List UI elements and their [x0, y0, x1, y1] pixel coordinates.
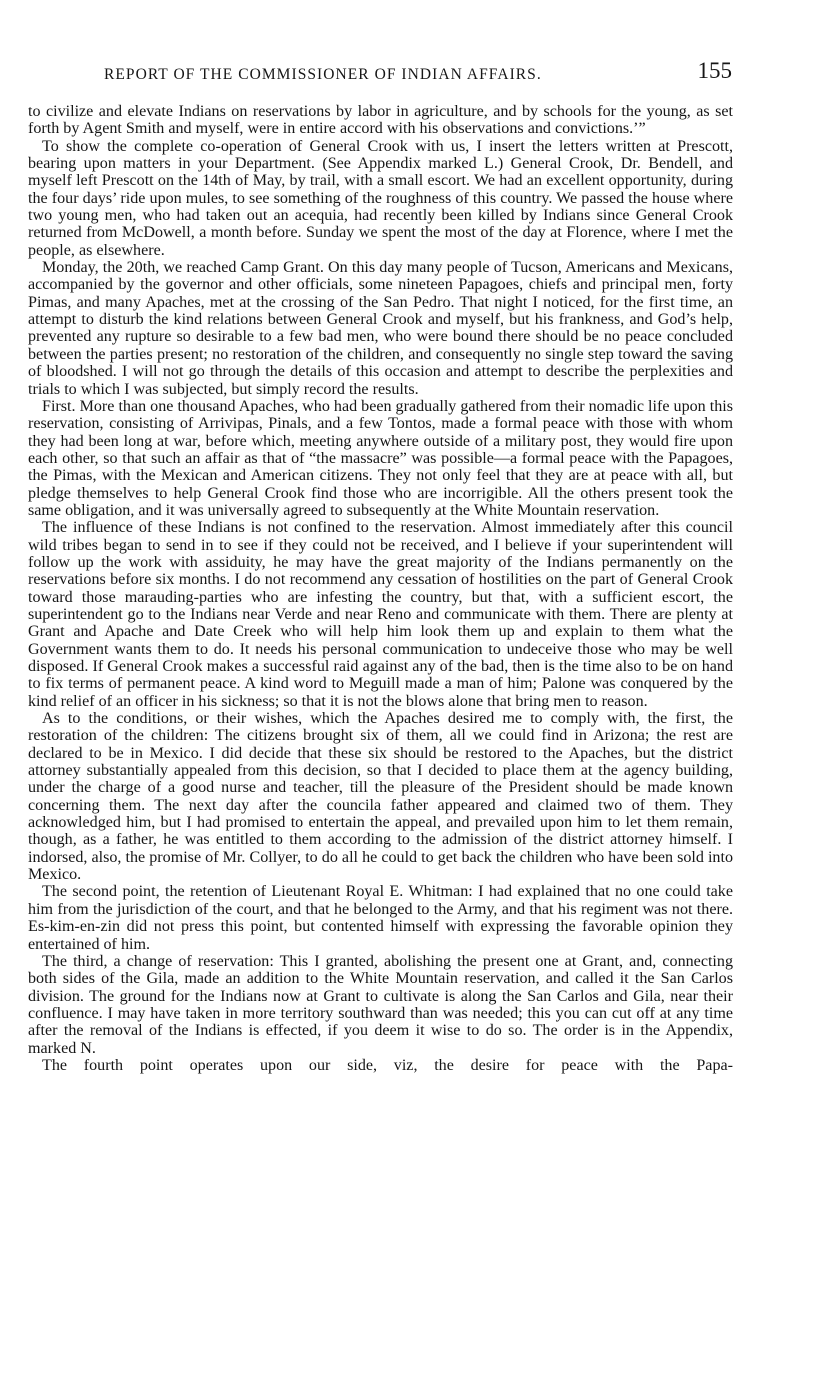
paragraph-camp-grant: Monday, the 20th, we reached Camp Grant. On this day many people of Tucson, Americans and Mexicans, accompanied by the governor and other officials, some nineteen Papagoes, chiefs and principal men, forty Pimas, and many Apaches, met at the crossing of the San Pedro. That night I noticed, for the first time, an attempt to disturb the kind relations between General Crook and myself, but his frankness, and God’s help, prevented any rupture so desirable to a few bad men, who were bound there should be no peace concluded between the parties present; no restoration of the children, and consequently no single step toward the saving of bloodshed. I will not go through the details of this occasion and attempt to describe the perplexities and trials to which I was subjected, but simply record the results. [28, 259, 733, 398]
paragraph-second-point: The second point, the retention of Lieutenant Royal E. Whitman: I had explained that no one could take him from the jurisdiction of the court, and that he belonged to the Army, and that his regiment was not there. Es-kim-en-zin did not press this point, but contented himself with expressing the favorable opinion they entertained of him. [28, 883, 733, 953]
paragraph-third-point: The third, a change of reservation: This I granted, abolishing the present one at Grant, and, connecting both sides of the Gila, made an addition to the White Mountain reservation, and called it the San Carlos division. The ground for the Indians now at Grant to cultivate is along the San Carlos and Gila, near their confluence. I may have taken in more territory southward than was needed; this you can cut off at any time after the removal of the Indians is effected, if you deem it wise to do so. The order is in the Appendix, marked N. [28, 952, 733, 1057]
page-number: 155 [697, 58, 732, 83]
paragraph-children-restoration: As to the conditions, or their wishes, which the Apaches desired me to comply with, the first, the restoration of the children: The citizens brought six of them, all we could find in Arizona; the rest are declared to be in Mexico. I did decide that these six should be restored to the Apaches, but the district attorney substantially appealed from this decision, so that I decided to place them at the agency building, under the charge of a good nurse and teacher, till the pleasure of the President should be made known concerning them. The next day after the councila father appeared and claimed two of them. They acknowledged him, but I had promised to entertain the appeal, and prevailed upon him to let them remain, though, as a father, he was entitled to them according to the admission of the district attorney himself. I indorsed, also, the promise of Mr. Collyer, to do all he could to get back the children who have been sold into Mexico. [28, 710, 733, 884]
running-title: REPORT OF THE COMMISSIONER OF INDIAN AFFAIRS. [104, 66, 542, 83]
paragraph-fourth-point: The fourth point operates upon our side, viz, the desire for peace with the Papa- [42, 1056, 733, 1074]
paragraph-influence: The influence of these Indians is not confined to the reservation. Almost immediately after this council wild tribes began to send in to see if they could not be received, and I believe if your superintendent will follow up the work with assiduity, he may have the great majority of the Indians permanently on the reservations before six months. I do not recommend any cessation of hostilities on the part of General Crook toward those marauding-parties who are infesting the country, but that, with a sufficient escort, the superintendent go to the Indians near Verde and near Reno and communicate with them. There are plenty at Grant and Apache and Date Creek who will help him look them up and explain to them what the Government wants them to do. It needs his personal communication to undeceive those who may be well disposed. If General Crook makes a successful raid against any of the bad, then is the time also to be on hand to fix terms of permanent peace. A kind word to Meguill made a man of him; Palone was conquered by the kind relief of an officer in his sickness; so that it is not the blows alone that bring men to reason. [28, 519, 733, 710]
paragraph-continuation: to civilize and elevate Indians on reservations by labor in agriculture, and by schools for the young, as set forth by Agent Smith and myself, were in entire accord with his observations and convictions.’” [28, 103, 733, 138]
paragraph-crook-cooperation: To show the complete co-operation of General Crook with us, I insert the letters written at Prescott, bearing upon matters in your Department. (See Appendix marked L.) General Crook, Dr. Bendell, and myself left Prescott on the 14th of May, by trail, with a small escort. We had an excellent opportunity, during the four days’ ride upon mules, to see something of the roughness of this country. We passed the house where two young men, who had taken out an acequia, had recently been killed by Indians since General Crook returned from McDowell, a month before. Sunday we spent the most of the day at Florence, where I met the people, as elsewhere. [28, 137, 733, 259]
body-text [28, 103, 733, 1074]
running-header [100, 58, 740, 86]
paragraph-first-peace: First. More than one thousand Apaches, who had been gradually gathered from their nomadic life upon this reservation, consisting of Arrivipas, Pinals, and a few Tontos, made a formal peace with those with whom they had been long at war, before which, meeting anywhere outside of a military post, they would fire upon each other, so that such an affair as that of “the massacre” was possible—a formal peace with the Papagoes, the Pimas, with the Mexican and American citizens. They not only feel that they are at peace with all, but pledge themselves to help General Crook find those who are incorrigible. All the others present took the same obligation, and it was universally agreed to subsequently at the White Mountain reservation. [28, 397, 733, 519]
